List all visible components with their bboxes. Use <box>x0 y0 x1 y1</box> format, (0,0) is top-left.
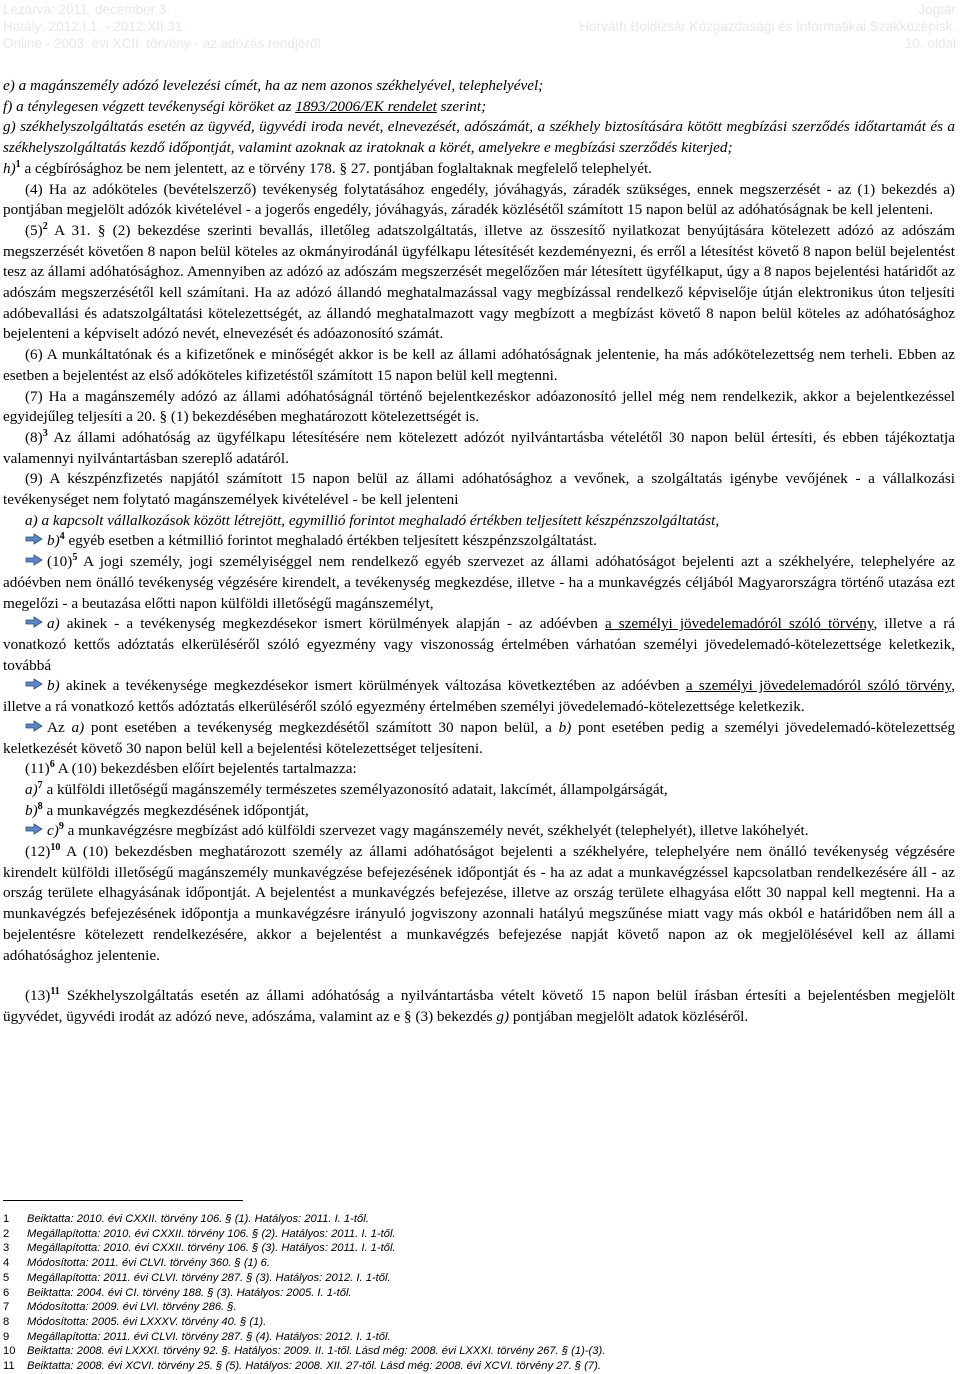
footnote <box>3 1330 943 1345</box>
closed-date: Lezárva: 2011. december 3. <box>3 2 171 17</box>
footnote-text: Beiktatta: 2004. évi CI. törvény 188. § (3). Hatályos: 2005. I. 1-től. <box>27 1286 352 1299</box>
paragraph-10c <box>3 718 955 759</box>
paragraph-10a-text: akinek - a tevékenység megkezdésekor ismert körülmények alapján - az adóévben <box>59 615 605 633</box>
footnote-number: 9 <box>3 1330 10 1343</box>
paragraph-13-ref-g: g) <box>496 1007 510 1025</box>
item-h-text: a cégbírósághoz be nem jelentett, az e törvény 178. § 27. pontjában foglaltaknak megfelelő telephelyét. <box>20 159 652 177</box>
pointing-hand-icon[interactable] <box>25 720 45 733</box>
footnote-text: Módosította: 2005. évi LXXXV. törvény 40. § (1). <box>27 1315 267 1328</box>
footnote <box>3 1315 943 1330</box>
paragraph-13-label: (13) <box>25 987 51 1005</box>
item-g: g) székhelyszolgáltatás esetén az ügyvéd, ügyvédi iroda nevét, elnevezését, adószámát, a székhely biztosítására kötött megbízási szerződés időtartamát és a székhelyszolgáltatás kezdő időpontját, valamint azoknak az iratoknak a körét, amelyekre e megbízási szerződés kiterjed; <box>3 118 955 157</box>
paragraph-11b-label: b) <box>25 801 38 819</box>
paragraph-10b-tail: , illetve a rá vonatkozó kettős adóztatás elkerüléséről szóló egyezmény értelmében személyi jövedelemadó-kötelezettsége keletkezik. <box>3 677 955 716</box>
footnote <box>3 1359 943 1374</box>
footnote-number: 6 <box>3 1286 10 1299</box>
footnote <box>3 1344 943 1359</box>
paragraph-11 <box>3 759 955 780</box>
paragraph-11a-label: a) <box>25 780 38 798</box>
footnote <box>3 1227 943 1242</box>
pointing-hand-icon[interactable] <box>25 554 45 567</box>
paragraph-11c-label: c) <box>47 822 59 840</box>
footnote-text: Megállapította: 2010. évi CXXII. törvény 106. § (2). Hatályos: 2011. I. 1-től. <box>27 1227 396 1240</box>
paragraph-10-text: A jogi személy, jogi személyiséggel nem rendelkező egyéb szervezet az állami adóhatóságot bejelenti azt a székhelyére, telephelyére az adóévben nem önálló tevékenység végzésére kirendelt, a tevékenység megkezdése, illetve - ha a munkavégzés céljából Magyarországra történő utazása ezt megelőzi - a beutazása előtti napon külföldi illetőségű magánszemélyt, <box>3 553 955 612</box>
paragraph-6: (6) A munkáltatónak és a kifizetőnek e minőségét akkor is be kell az állami adóhatóságnak jelentenie, ha más adókötelezettség nem terheli. Ebben az esetben a bejelentést az első adóköteles kifizetéstől számított 15 napon belül kell megtenni. <box>3 346 955 384</box>
paragraph-10c-ref-b: b) <box>558 718 572 736</box>
pointing-hand-icon[interactable] <box>25 616 45 629</box>
footnote-number: 11 <box>3 1360 15 1373</box>
header-left <box>3 1 320 52</box>
footnote <box>3 1241 943 1256</box>
footnote-ref[interactable]: 4 <box>59 531 65 543</box>
paragraph-11a-text: a külföldi illetőségű magánszemély természetes személyazonosító adatait, lakcímét, állampolgárságát, <box>42 780 668 798</box>
footnote-ref[interactable]: 7 <box>37 779 43 791</box>
paragraph-11c-text: a munkavégzésre megbízást adó külföldi szervezet vagy magánszemély nevét, székhelyét (telephelyét), illetve lakóhelyét. <box>63 822 809 840</box>
paragraph-10b-label: b) <box>47 677 60 695</box>
item-f <box>3 97 955 118</box>
paragraph-9a <box>3 511 955 532</box>
paragraph-13-tail: pontjában megjelölt adatok közléséről. <box>509 1007 749 1025</box>
footnote-number: 5 <box>3 1271 10 1284</box>
footnote-text: Beiktatta: 2010. évi CXXII. törvény 106. § (1). Hatályos: 2011. I. 1-től. <box>27 1213 369 1225</box>
footnote-ref[interactable]: 8 <box>37 800 43 812</box>
footnote-text: Beiktatta: 2008. évi LXXXI. törvény 92. §. Hatályos: 2009. II. 1-től. Lásd még: 2008. évi LXXXI. törvény 267. § (1)-(3). <box>27 1345 606 1358</box>
pointing-hand-icon[interactable] <box>25 533 45 546</box>
footnote-number: 3 <box>3 1242 10 1255</box>
paragraph-4: (4) Ha az adóköteles (bevételszerző) tevékenység folytatásához engedély, jóváhagyás, záradék szükséges, ennek megszerzését - az (1) bekezdés a) pontjában megjelölt adózók kivételével - a jogerős engedély, jóváhagyás, záradék közlésétől számított 15 napon belül az adóhatóságnak be kell jelenteni. <box>3 180 955 219</box>
footnote-number: 8 <box>3 1315 10 1328</box>
pointing-hand-icon[interactable] <box>25 678 45 691</box>
footnote-ref[interactable]: 3 <box>42 427 48 439</box>
footnote-ref[interactable]: 9 <box>58 821 64 833</box>
paragraph-10b <box>3 676 955 717</box>
paragraph-13-text: Székhelyszolgáltatás esetén az állami adóhatóság a nyilvántartásba vételt követő 15 napon belül írásban értesíti a bejelentésben megjelölt ügyvédet, ügyvédi irodát az adózó neve, adószáma, valamint az e § (3) bekezdés <box>3 987 955 1025</box>
paragraph-11b <box>3 801 955 822</box>
item-e: e) a magánszemély adózó levelezési címét, ha az nem azonos székhelyével, telephelyével; <box>3 77 544 94</box>
paragraph-8 <box>3 428 955 469</box>
paragraph-11b-text: a munkavégzés megkezdésének időpontját, <box>42 801 309 819</box>
footnote <box>3 1256 943 1271</box>
paragraph-12 <box>3 842 955 966</box>
paragraph-10-label: (10) <box>47 553 73 571</box>
footnote-ref[interactable]: 5 <box>72 552 78 564</box>
szja-law-link[interactable]: a személyi jövedelemadóról szóló törvény <box>685 677 952 695</box>
paragraph-10 <box>3 552 955 614</box>
paragraph-8-text: Az állami adóhatóság az ügyfélkapu létesítésére nem kötelezett adózót nyilvántartásba vételétől 30 napon belül értesíti, és ebben tájékoztatja valamennyi nyilvántartásban szereplő adatáról. <box>3 428 955 467</box>
brand-name: Jogtár <box>918 2 956 17</box>
footnotes <box>3 1212 943 1374</box>
spacer <box>3 966 955 986</box>
footnote-ref[interactable]: 2 <box>42 220 48 232</box>
paragraph-5 <box>3 221 955 345</box>
footnote-number: 4 <box>3 1257 10 1270</box>
paragraph-9a-text: a) a kapcsolt vállalkozások között létrejött, egymillió forintot meghaladó értékben teljesített készpénzszolgáltatást, <box>25 511 720 529</box>
paragraph-9b <box>3 531 955 552</box>
header-right <box>579 1 956 52</box>
footnote-text: Módosította: 2009. évi LVI. törvény 286. §. <box>27 1301 237 1314</box>
paragraph-10c-ref-a: a) <box>71 718 85 736</box>
footnote-ref[interactable]: 1 <box>15 158 21 170</box>
paragraph-10c-tail: pont esetében pedig a személyi jövedelemadó-kötelezettség keletkezését követő 30 napon belül kell a bejelentési kötelezettséget teljesíteni. <box>3 718 956 757</box>
footnote-text: Megállapította: 2010. évi CXXII. törvény 106. § (3). Hatályos: 2011. I. 1-től. <box>27 1242 396 1255</box>
footnote-text: Megállapította: 2011. évi CLVI. törvény 287. § (3). Hatályos: 2012. I. 1-től. <box>27 1271 391 1284</box>
item-f-text: f) a ténylegesen végzett tevékenységi köröket az <box>3 97 296 115</box>
footnote-ref[interactable]: 6 <box>49 759 55 771</box>
paragraph-10a-tail: , illetve a rá vonatkozó kettős adóztatás elkerüléséről szóló egyezmény vagy viszonosság értelmében várhatóan személyi jövedelemadó-kötelezettsége keletkezik, továbbá <box>3 615 955 674</box>
footnote <box>3 1300 943 1315</box>
document-body <box>3 76 955 1028</box>
footnote <box>3 1212 943 1227</box>
paragraph-9b-label: b) <box>47 532 60 550</box>
paragraph-7: (7) Ha a magánszemély adózó az állami adóhatóságnál történő bejelentkezéskor adóazonosító jellel még nem rendelkezik, akkor a bejelentkezéssel egyidejűleg teljesíti a 20. § (1) bekezdésében meghatározott kötelezettségét is. <box>3 387 955 426</box>
footnote <box>3 1286 943 1301</box>
paragraph-11c <box>3 821 955 842</box>
paragraph-10b-text: akinek a tevékenysége megkezdésekor ismert körülmények változása következtében az adóévben <box>59 677 686 695</box>
paragraph-10c-mid: pont esetében a tevékenység megkezdésétől számított 30 napon belül, a <box>84 718 559 736</box>
paragraph-12-text: A (10) bekezdésben meghatározott személy az állami adóhatóságot bejelenti a székhelyére, telephelyére nem önálló tevékenység végzésére kirendelt külföldi illetőségű magánszemély munkavégzése befejezésének időpontját és - ha az adat a munkavégzéssel kapcsolatban rendelkezésére áll - az ország területe elhagyásának időpontját. A bejelentést a munkavégzés befejezése, illetve az ország területe elhagyása előtt 30 nappal kell megtenni. Ha a munkavégzés befejezésének időpontja a munkavégzésre irányuló jogviszony azonnali hatályú megszűnése miatt vagy más okból e határidőben nem áll a bejelentésre kötelezett rendelkezésére, akkor a bejelentést a munkavégzés befejezése napját követő napon az ok megjelölésével kell az állami adóhatósághoz jelentenie. <box>3 843 955 964</box>
footnote-number: 2 <box>3 1227 10 1240</box>
footnote-ref[interactable]: 10 <box>50 841 61 853</box>
footnote-text: Beiktatta: 2008. évi XCVI. törvény 25. § (5). Hatályos: 2008. XII. 27-től. Lásd még: 2008. évi XCVI. törvény 27. § (7). <box>27 1360 601 1373</box>
footnote-number: 10 <box>3 1345 16 1358</box>
szja-law-link[interactable]: a személyi jövedelemadóról szóló törvény <box>604 615 874 633</box>
item-f-tail: szerint; <box>436 97 487 115</box>
paragraph-9: (9) A készpénzfizetés napjától számított 15 napon belül az állami adóhatósághoz a vevőnek, a szolgáltatás igénybe vevőjének - a vállalkozási tevékenységet nem folytató magánszemélyek kivételével - be kell jelenteni <box>3 470 955 509</box>
paragraph-5-label: (5) <box>25 221 43 239</box>
document-title: Online - 2003. évi XCII. törvény - az adózás rendjéről <box>3 36 321 51</box>
paragraph-11-text: A (10) bekezdésben előírt bejelentés tartalmazza: <box>54 760 357 778</box>
paragraph-10a <box>3 614 955 676</box>
paragraph-11-label: (11) <box>25 760 50 778</box>
paragraph-9b-text: egyéb esetben a kétmillió forintot meghaladó értékben teljesített készpénzszolgáltatást. <box>64 532 597 550</box>
validity-range: Hatály: 2012.I.1. - 2012.XII.31. <box>3 19 187 34</box>
footnote-text: Megállapította: 2011. évi CLVI. törvény 287. § (4). Hatályos: 2012. I. 1-től. <box>27 1330 391 1343</box>
paragraph-11a <box>3 780 955 801</box>
regulation-link[interactable]: 1893/2006/EK rendelet <box>295 97 437 115</box>
footnote-ref[interactable]: 11 <box>50 986 60 998</box>
footnote-number: 1 <box>3 1213 10 1225</box>
paragraph-5-text: A 31. § (2) bekezdése szerinti bevallás, illetőleg adatszolgáltatás, illetve az összesítő nyilatkozat benyújtására kötelezett adózó az adószám megszerzését követően 8 napon belül köteles az okmányirodánál ügyfélkapu létesítését kezdeményezni, és erről a létesítést követő 8 napon belül bejelentést tesz az állami adóhatósághoz. Amennyiben az adózó az adószám megszerzését megelőzően már létesített ügyfélkaput, úgy a 8 napos bejelentési határidőt az adószám megszerzésétől kell számítani. Ha az adózó állandó meghatalmazással vagy megbízással rendelkező képviselője útján elektronikus úton teljesíti adóbevallási és adatszolgáltatási kötelezettségét, az állandó meghatalmazott vagy megbízott a megbízást követő 8 napon belül köteles az adóhatósághoz bejelenteni a képviselt adózó nevét, elnevezését és adóazonosító számát. <box>3 221 955 343</box>
footnote-separator <box>3 1200 243 1201</box>
item-h-label: h) <box>3 159 16 177</box>
footnote <box>3 1271 943 1286</box>
footnote-number: 7 <box>3 1301 10 1314</box>
page-header <box>0 0 960 52</box>
paragraph-13 <box>3 986 955 1027</box>
institution-name: Horváth Boldizsár Közgazdasági és Informatikai Szakközépisk. <box>579 19 956 34</box>
pointing-hand-icon[interactable] <box>25 823 45 836</box>
paragraph-12-label: (12) <box>25 843 51 861</box>
paragraph-10c-text: Az <box>47 718 72 736</box>
item-h <box>3 159 955 180</box>
footnote-text: Módosította: 2011. évi CLVI. törvény 360. § (1) 6. <box>27 1257 270 1270</box>
page-number: 10. oldal <box>904 36 956 51</box>
paragraph-10a-label: a) <box>47 615 60 633</box>
paragraph-8-label: (8) <box>25 428 43 446</box>
